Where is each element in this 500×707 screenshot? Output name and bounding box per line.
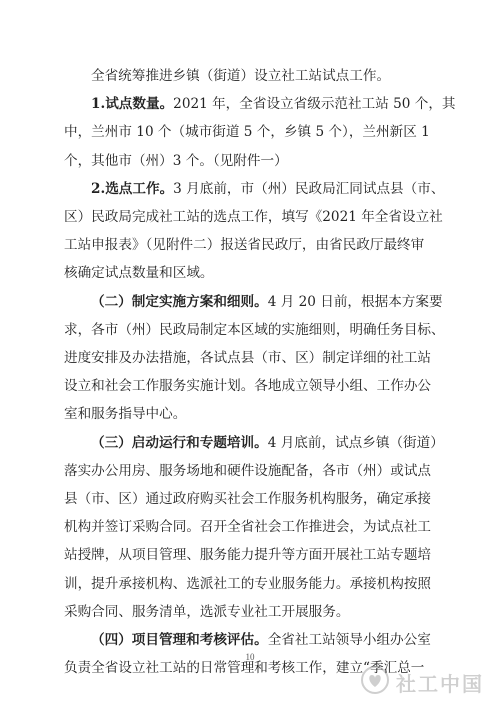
- text-line: 工站申报表》（见附件二）报送省民政厅，由省民政厅最终审: [64, 237, 425, 254]
- text-line: [64, 626, 436, 654]
- text-line: 求，各市（州）民政局制定本区域的实施细则，明确任务目标、: [64, 321, 445, 338]
- section-text: 4 月底前，试点乡镇（街道）: [267, 434, 444, 451]
- section-text: 4 月 20 日前，根据本方案要: [267, 293, 443, 310]
- text-line: 站授牌，从项目管理、服务能力提升等方面开展社工站专题培: [64, 547, 432, 564]
- page-number: 10: [245, 652, 255, 662]
- item-heading: 2.选点工作。: [91, 180, 174, 197]
- item-text: 2021 年，全省设立省级示范社工站 50 个，其: [173, 96, 456, 113]
- paragraph-intro: [64, 62, 436, 90]
- item-heading: 1.试点数量。: [91, 96, 174, 113]
- text-line: [64, 90, 456, 118]
- text-line: 室和服务指导中心。: [64, 406, 187, 423]
- text-line: 设立和社会工作服务实施计划。各地成立领导小组、工作办公: [64, 378, 432, 395]
- text-line: 个，其他市（州）3 个。（见附件一）: [64, 152, 288, 169]
- text-line: 县（市、区）通过政府购买社会工作服务机构服务，确定承接: [64, 491, 432, 508]
- paragraph-section-2: [64, 288, 445, 429]
- text-line: 落实办公用房、服务场地和硬件设施配备，各市（州）或试点: [64, 462, 432, 479]
- watermark-text: 社工中国: [396, 671, 484, 696]
- item-text: 3 月底前，市（州）民政局汇同试点县（市、: [173, 180, 445, 197]
- text-line: 负责全省设立社工站的日常管理和考核工作，建立“季汇总一: [64, 660, 425, 677]
- text-line: 采购合同、服务清单，选派专业社工开展服务。: [64, 603, 350, 620]
- section-heading: （四）项目管理和考核评估。: [91, 632, 268, 649]
- text-line: 训，提升承接机构、选派社工的专业服务能力。承接机构按照: [64, 575, 432, 592]
- text-line: [64, 429, 444, 457]
- paragraph-pilot-count: [64, 90, 456, 175]
- section-heading: （二）制定实施方案和细则。: [91, 293, 268, 310]
- text-line: [64, 175, 445, 203]
- text-line: 机构并签订采购合同。召开全省社会工作推进会，为试点社工: [64, 519, 432, 536]
- text-line: [64, 288, 443, 316]
- text-line: 进度安排及办法措施，各试点县（市、区）制定详细的社工站: [64, 350, 432, 367]
- section-text: 全省社工站领导小组办公室: [267, 632, 431, 649]
- paragraph-site-selection: [64, 175, 445, 288]
- heart-hands-logo-icon: [360, 665, 390, 699]
- text-line: 全省统筹推进乡镇（街道）设立社工站试点工作。: [91, 68, 391, 84]
- section-heading: （三）启动运行和专题培训。: [91, 434, 268, 451]
- text-line: 中，兰州市 10 个（城市街道 5 个，乡镇 5 个），兰州新区 1: [64, 124, 430, 141]
- paragraph-section-3: [64, 429, 444, 626]
- text-line: 核确定试点数量和区域。: [64, 265, 214, 282]
- text-line: 区）民政局完成社工站的选点工作，填写《2021 年全省设立社: [64, 209, 443, 226]
- watermark: [360, 665, 484, 699]
